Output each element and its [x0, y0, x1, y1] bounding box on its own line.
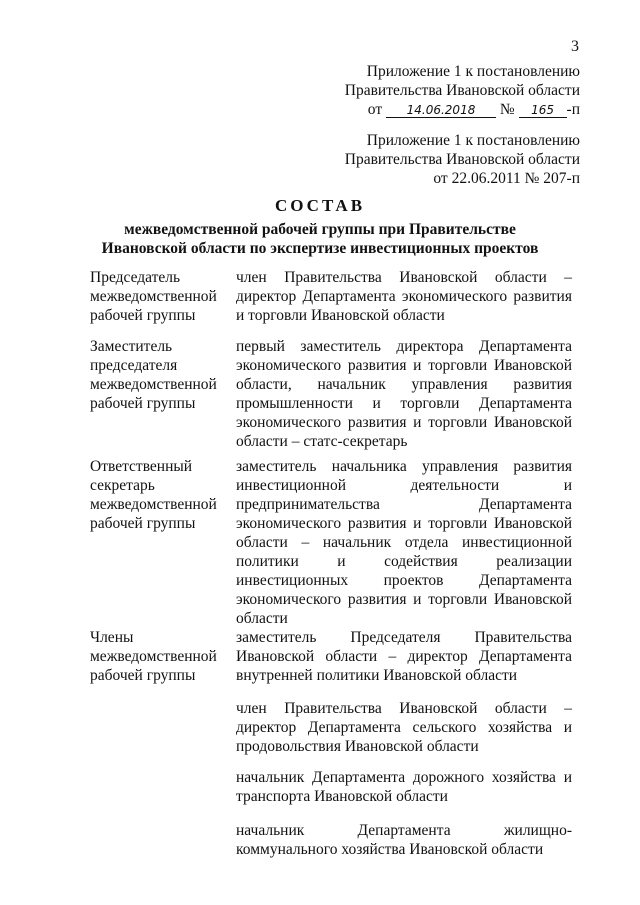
role-chairman: Председатель межведомственной рабочей группы — [90, 269, 217, 324]
number-suffix: -п — [566, 101, 580, 118]
page-number: 3 — [571, 38, 579, 55]
appendix-original-line1: Приложение 1 к постановлению — [366, 132, 580, 149]
duty-member-1: заместитель Председателя Правительства Ивановской области – директор Департамента внутренней политики Ивановской области — [236, 629, 572, 684]
appendix-current-line1: Приложение 1 к постановлению — [366, 63, 580, 80]
number-label: № — [499, 101, 515, 118]
document-title: СОСТАВ — [274, 196, 366, 215]
date-prefix: от — [367, 101, 383, 118]
handwritten-number: 165 — [519, 103, 567, 118]
appendix-current-line3 — [345, 100, 580, 119]
duty-secretary: заместитель начальника управления развития инвестиционной деятельности и предпринимательства Департамента экономического развития и торговли Ивановской области – начальник отдела инвестиционной политики и содействия реализации инвестиционных проектов Департамента экономического развития и торговли Ивановской области — [236, 458, 572, 627]
document-heading — [0, 196, 640, 258]
role-deputy: Заместитель председателя межведомственной рабочей группы — [90, 338, 217, 412]
duty-deputy: первый заместитель директора Департамента экономического развития и торговли Ивановской области, начальник управления развития промышленности и торговли Департамента экономического развития и торговли Ивановской области – статс-секретарь — [236, 338, 572, 450]
role-secretary: Ответственный секретарь межведомственной рабочей группы — [90, 458, 217, 532]
appendix-original — [345, 131, 580, 188]
appendix-original-line3: от 22.06.2011 № 207-п — [433, 170, 580, 187]
appendix-original-line2: Правительства Ивановской области — [344, 151, 580, 168]
duty-chairman: член Правительства Ивановской области – директор Департамента экономического развития и торговли Ивановской области — [236, 269, 572, 324]
appendix-current — [345, 62, 580, 119]
duty-member-3: начальник Департамента дорожного хозяйства и транспорта Ивановской области — [236, 769, 572, 805]
duty-member-2: член Правительства Ивановской области – директор Департамента сельского хозяйства и продовольствия Ивановской области — [236, 700, 572, 755]
duty-member-4: начальник Департамента жилищно-коммунального хозяйства Ивановской области — [236, 822, 572, 858]
handwritten-date: 14.06.2018 — [386, 103, 496, 118]
appendix-current-line2: Правительства Ивановской области — [344, 82, 580, 99]
document-subtitle-line2: Ивановской области по экспертизе инвестиционных проектов — [101, 240, 539, 257]
role-members: Члены межведомственной рабочей группы — [90, 629, 217, 684]
document-subtitle-line1: межведомственной рабочей группы при Правительстве — [124, 221, 516, 238]
